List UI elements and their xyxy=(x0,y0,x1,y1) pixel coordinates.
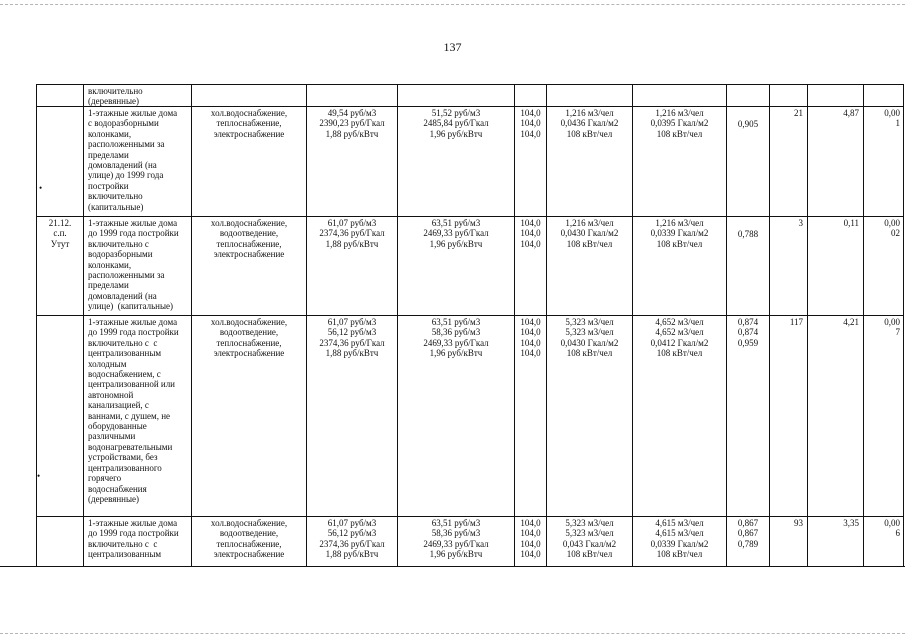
count-cell: 21 xyxy=(794,108,803,118)
share-cell: 0,00 6 xyxy=(884,518,900,539)
tariff-new-cell: 63,51 руб/м3 58,36 руб/м3 2469,33 руб/Гкал 1,96 руб/кВтч xyxy=(423,518,489,560)
tariff-current-cell: 61,07 руб/м3 56,12 руб/м3 2374,36 руб/Гкал 1,88 руб/кВтч xyxy=(319,317,385,359)
row-rule xyxy=(36,84,904,85)
share-cell: 0,00 1 xyxy=(884,108,900,129)
page-number: 137 xyxy=(443,40,462,54)
scan-speck: • xyxy=(39,183,43,193)
index-cell: 104,0 104,0 104,0 xyxy=(520,218,541,249)
housing-type-cell: включительно (деревянные) xyxy=(88,86,143,107)
coefficient-cell: 0,867 0,867 0,789 xyxy=(737,518,759,549)
tariff-current-cell: 61,07 руб/м3 56,12 руб/м3 2374,36 руб/Гкал 1,88 руб/кВтч xyxy=(319,518,385,560)
tariff-new-cell: 51,52 руб/м3 2485,84 руб/Гкал 1,96 руб/кВтч xyxy=(423,108,489,139)
count-cell: 117 xyxy=(789,317,803,327)
value-cell: 4,21 xyxy=(843,317,859,327)
value-cell: 3,35 xyxy=(843,518,859,528)
norm-new-cell: 1,216 м3/чел 0,0339 Гкал/м2 108 кВт/чел xyxy=(650,218,709,249)
share-cell: 0,00 7 xyxy=(884,317,900,338)
row-rule xyxy=(36,106,904,107)
tariff-current-cell: 61,07 руб/м3 2374,36 руб/Гкал 1,88 руб/кВтч xyxy=(319,218,385,249)
coefficient-cell: 0,874 0,874 0,959 xyxy=(737,317,759,348)
count-cell: 93 xyxy=(794,518,803,528)
norm-current-cell: 1,216 м3/чел 0,0430 Гкал/м2 108 кВт/чел xyxy=(560,218,619,249)
housing-type-cell: 1-этажные жилые дома с водоразборными колонками, расположенными за пределами домовладений (на улице) до 1999 года постройки включительно (капитальные) xyxy=(88,108,178,212)
services-cell: хол.водоснабжение, водоотведение, теплоснабжение, электроснабжение xyxy=(210,518,288,560)
col-rule xyxy=(83,84,84,566)
value-cell: 0,11 xyxy=(843,218,859,228)
tariff-new-cell: 63,51 руб/м3 58,36 руб/м3 2469,33 руб/Гкал 1,96 руб/кВтч xyxy=(423,317,489,359)
housing-type-cell: 1-этажные жилые дома до 1999 года постройки включительно с с централизованным холодным водоснабжением, с централизованной или автономной канализацией, с ваннами, с душем, не оборудованные различными водонагревательными устройствами, без централизованного горячего водоснабжения (деревянные) xyxy=(88,317,179,504)
index-cell: 104,0 104,0 104,0 104,0 xyxy=(520,317,541,359)
row-rule xyxy=(36,315,904,316)
settlement-number-cell: 21.12. с.п. Утут xyxy=(48,218,72,249)
index-cell: 104,0 104,0 104,0 104,0 xyxy=(520,518,541,560)
scan-speck: • xyxy=(37,471,41,481)
housing-type-cell: 1-этажные жилые дома до 1999 года постройки включительно с водоразборными колонками, расположенными за пределами домовладений (на улице) (капитальные) xyxy=(88,218,179,312)
tariff-current-cell: 49,54 руб/м3 2390,23 руб/Гкал 1,88 руб/кВтч xyxy=(319,108,385,139)
coefficient-cell: 0,905 xyxy=(737,119,759,129)
norm-current-cell: 1,216 м3/чел 0,0436 Гкал/м2 108 кВт/чел xyxy=(560,108,619,139)
norm-current-cell: 5,323 м3/чел 5,323 м3/чел 0,0430 Гкал/м2 108 кВт/чел xyxy=(560,317,619,359)
norm-new-cell: 1,216 м3/чел 0,0395 Гкал/м2 108 кВт/чел xyxy=(650,108,709,139)
coefficient-cell: 0,788 xyxy=(737,229,759,239)
table-bottom-rule xyxy=(0,566,905,567)
index-cell: 104,0 104,0 104,0 xyxy=(520,108,541,139)
norm-new-cell: 4,615 м3/чел 4,615 м3/чел 0,0339 Гкал/м2 108 кВт/чел xyxy=(650,518,709,560)
housing-type-cell: 1-этажные жилые дома до 1999 года постройки включительно с с централизованным xyxy=(88,518,179,560)
col-rule xyxy=(36,84,37,566)
services-cell: хол.водоснабжение, теплоснабжение, электроснабжение xyxy=(210,108,288,139)
norm-current-cell: 5,323 м3/чел 5,323 м3/чел 0,043 Гкал/м2 108 кВт/чел xyxy=(562,518,617,560)
tariff-new-cell: 63,51 руб/м3 2469,33 руб/Гкал 1,96 руб/кВтч xyxy=(423,218,489,249)
row-rule xyxy=(36,216,904,217)
count-cell: 3 xyxy=(798,218,803,228)
services-cell: хол.водоснабжение, водоотведение, теплоснабжение, электроснабжение xyxy=(210,317,288,359)
services-cell: хол.водоснабжение, водоотведение, теплоснабжение, электроснабжение xyxy=(210,218,288,260)
row-rule xyxy=(36,516,904,517)
value-cell: 4,87 xyxy=(843,108,859,118)
norm-new-cell: 4,652 м3/чел 4,652 м3/чел 0,0412 Гкал/м2 108 кВт/чел xyxy=(650,317,709,359)
scan-bottom-edge xyxy=(0,633,905,634)
col-rule xyxy=(903,84,904,566)
share-cell: 0,00 02 xyxy=(884,218,900,239)
